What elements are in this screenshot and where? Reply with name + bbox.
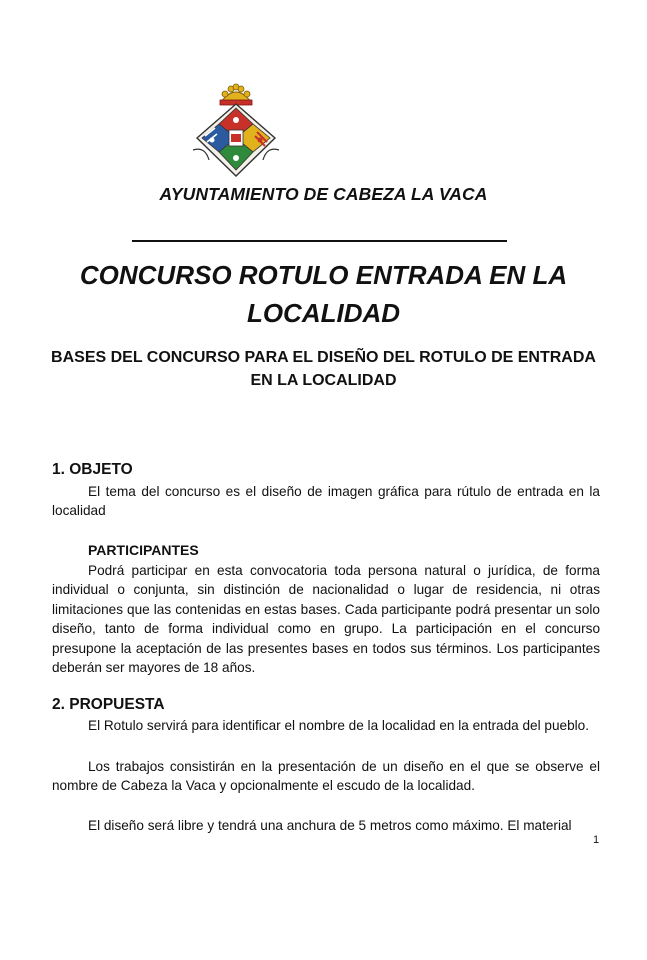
crest-shield: [197, 104, 275, 176]
document-subtitle-line-2: EN LA LOCALIDAD: [250, 372, 397, 389]
section-text-propuesta-1: El Rotulo servirá para identificar el nombre de la localidad en la entrada del pueblo.: [88, 718, 590, 733]
section-heading-participantes: PARTICIPANTES: [88, 542, 199, 558]
page-number: 1: [593, 834, 600, 846]
section-text-propuesta-3: El diseño será libre y tendrá una anchura de 5 metros como máximo. El material: [88, 818, 572, 833]
section-text-participantes: Podrá participar en esta convocatoria toda persona natural o jurídica, de forma individual o conjunta, sin distinción de nacionalidad o lugar de residencia, ni otras limitaciones que las contenidas en estas bases. Cada participante podrá presentar un solo diseño, tanto de forma individual como en grupo. La participación en el concurso presupone la aceptación de las presentes bases en todos sus términos. Los participantes deberán ser mayores de 18 años.: [52, 563, 600, 676]
document-subtitle: [40, 346, 607, 392]
crest-crown: [220, 84, 252, 105]
crest-ornament: [263, 149, 279, 160]
title-divider: [132, 240, 507, 242]
section-heading-objeto: 1. OBJETO: [52, 461, 133, 478]
section-text-objeto: El tema del concurso es el diseño de imagen gráfica para rútulo de entrada en la localidad: [52, 484, 600, 519]
organization-name: AYUNTAMIENTO DE CABEZA LA VACA: [159, 184, 488, 204]
municipal-coat-of-arms-icon: [187, 80, 285, 180]
document-title-line-2: LOCALIDAD: [246, 298, 401, 328]
crest-ornament: [193, 149, 209, 160]
section-text-propuesta-2: Los trabajos consistirán en la presentación de un diseño en el que se observe el nombre de Cabeza la Vaca y opcionalmente el escudo de la localidad.: [52, 759, 600, 794]
document-subtitle-line-1: BASES DEL CONCURSO PARA EL DISEÑO DEL ROTULO DE ENTRADA: [51, 349, 596, 366]
document-title: [40, 256, 607, 332]
document-title-line-1: CONCURSO ROTULO ENTRADA EN LA: [79, 260, 568, 290]
section-heading-propuesta: 2. PROPUESTA: [52, 696, 165, 713]
